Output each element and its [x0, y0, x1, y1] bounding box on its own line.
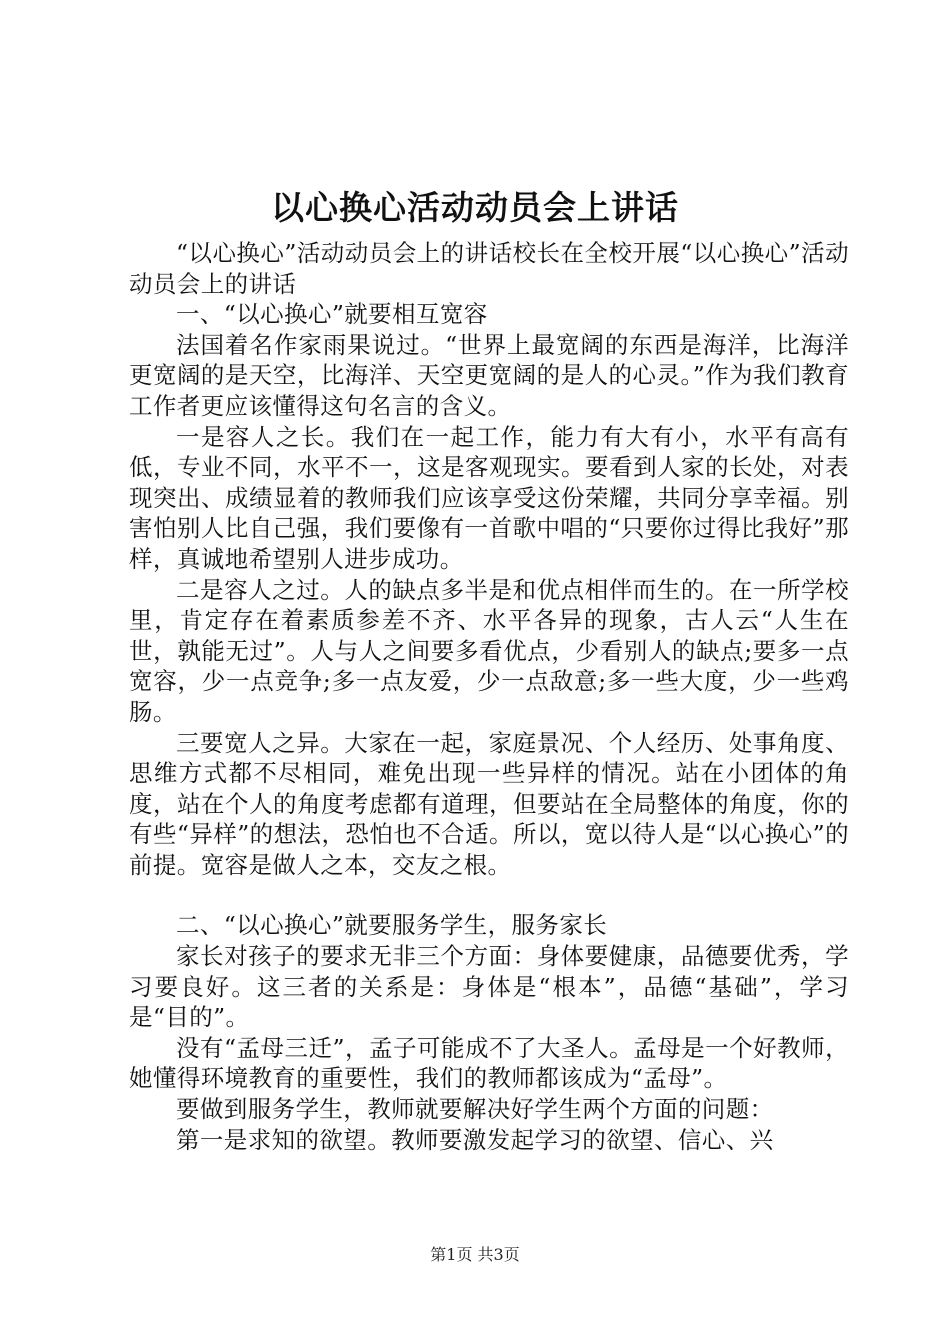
- page-number-footer: 第1页 共3页: [430, 1245, 520, 1264]
- body-paragraph: 二是容人之过。人的缺点多半是和优点相伴而生的。在一所学校里，肯定存在着素质参差不齐、水平各异的现象，古人云“人生在世，孰能无过”。人与人之间要多看优点，少看别人的缺点;要多一点宽容，少一点竞争;多一点友爱，少一点敌意;多一些大度，少一些鸡肠。: [129, 575, 849, 726]
- section-heading-1: 一、“以心换心”就要相互宽容: [176, 300, 488, 329]
- body-paragraph: 第一是求知的欲望。教师要激发起学习的欲望、信心、兴: [176, 1125, 774, 1154]
- body-paragraph: 三要宽人之异。大家在一起，家庭景况、个人经历、处事角度、思维方式都不尽相同，难免出现一些异样的情况。站在小团体的角度，站在个人的角度考虑都有道理，但要站在全局整体的角度，你的有些“异样”的想法，恐怕也不合适。所以，宽以待人是“以心换心”的前提。宽容是做人之本，交友之根。: [129, 728, 849, 879]
- body-paragraph: 要做到服务学生，教师就要解决好学生两个方面的问题：: [176, 1095, 774, 1124]
- section-heading-2: 二、“以心换心”就要服务学生，服务家长: [176, 911, 608, 940]
- body-paragraph: 没有“孟母三迁”，孟子可能成不了大圣人。孟母是一个好教师，她懂得环境教育的重要性，我们的教师都该成为“孟母”。: [129, 1033, 849, 1093]
- document-title: 以心换心活动动员会上讲话: [271, 188, 679, 227]
- intro-paragraph: “以心换心”活动动员会上的讲话校长在全校开展“以心换心”活动动员会上的讲话: [129, 239, 849, 298]
- body-paragraph: 法国着名作家雨果说过。“世界上最宽阔的东西是海洋，比海洋更宽阔的是天空，比海洋、天空更宽阔的是人的心灵。”作为我们教育工作者更应该懂得这句名言的含义。: [129, 330, 849, 420]
- body-paragraph: 家长对孩子的要求无非三个方面：身体要健康，品德要优秀，学习要良好。这三者的关系是：身体是“根本”，品德“基础”，学习是“目的”。: [129, 942, 849, 1032]
- document-body: [129, 238, 849, 1155]
- body-paragraph: 一是容人之长。我们在一起工作，能力有大有小，水平有高有低，专业不同，水平不一，这是客观现实。要看到人家的长处，对表现突出、成绩显着的教师我们应该享受这份荣耀，共同分享幸福。别害怕别人比自己强，我们要像有一首歌中唱的“只要你过得比我好”那样，真诚地希望别人进步成功。: [129, 422, 849, 573]
